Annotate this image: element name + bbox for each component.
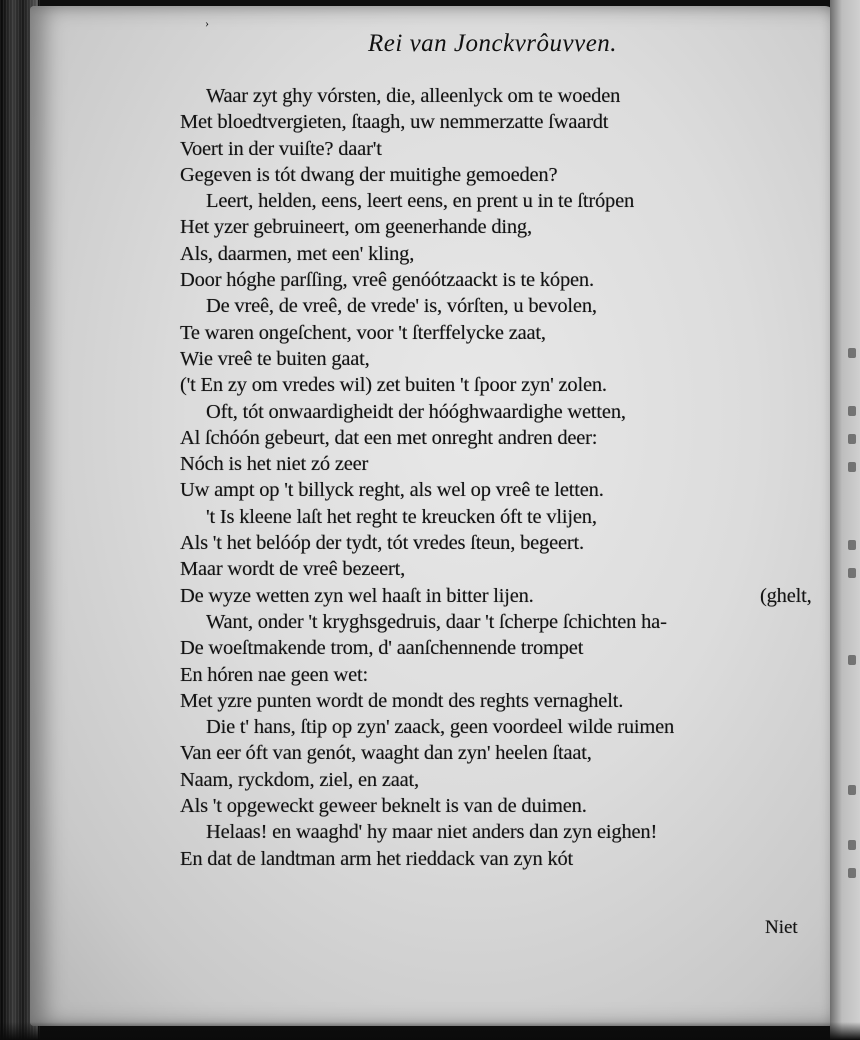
poem-line [180,214,820,240]
poem-line-text: Met yzre punten wordt de mondt des reghts vernaghelt. [180,689,624,712]
poem-line-text: Nóch is het niet zó zeer [180,453,369,476]
poem-line [180,714,820,740]
poem-line [180,477,820,503]
poem-line-text: Maar wordt de vreê bezeert, [180,558,406,581]
poem-line [180,241,820,267]
poem-line [180,556,820,582]
poem-line [180,662,820,688]
poem-line [180,583,820,609]
poem-line-text: Met bloedtvergieten, ſtaagh, uw nemmerzatte ſwaardt [180,111,609,134]
poem-line-text: Door hóghe parſſing, vreê genóótzaackt is te kópen. [180,269,594,292]
poem-line [180,372,820,398]
catchword: Niet [765,917,798,938]
poem-line [180,740,820,766]
adjacent-page-edge [830,0,860,1040]
poem-line-text: Helaas! en waaghd' hy maar niet anders dan zyn eighen! [206,821,658,844]
poem-line-text: Leert, helden, eens, leert eens, en prent u in te ſtrópen [206,190,635,213]
poem-line-text: Het yzer gebruineert, om geenerhande ding, [180,216,532,239]
poem-line [180,530,820,556]
poem-line-text: En hóren nae geen wet: [180,663,368,686]
poem-line [180,136,820,162]
poem-line-text: Van eer óft van genót, waaght dan zyn' heelen ſtaat, [180,742,592,765]
poem-line-text: Voert in der vuiſte? daar't [180,137,382,160]
poem-line-text: Want, onder 't kryghsgedruis, daar 't ſcherpe ſchichten ha- [206,610,667,633]
poem-line [180,320,820,346]
poem-line-text: Te waren ongeſchent, voor 't ſterffelycke zaat, [180,321,546,344]
poem-line [180,504,820,530]
turnover-fragment: (ghelt, [760,584,812,607]
poem-line-text: Die t' hans, ſtip op zyn' zaack, geen voordeel wilde ruimen [206,716,675,739]
poem-line-text: Oft, tót onwaardigheidt der hóóghwaardighe wetten, [206,400,626,423]
poem-line [180,425,820,451]
adjacent-page-text-fragments [836,330,856,890]
poem-line-text: Wie vreê te buiten gaat, [180,347,370,370]
signature-mark: › [205,16,209,30]
poem-line-text: Al ſchóón gebeurt, dat een met onreght andren deer: [180,426,598,449]
poem-line [180,688,820,714]
poem-line-text: Als 't het belóóp der tydt, tót vredes ſteun, begeert. [180,532,584,555]
poem-line-text: Naam, ryckdom, ziel, en zaat, [180,768,419,791]
poem-line-text: Waar zyt ghy vórsten, die, alleenlyck om te woeden [206,85,621,107]
poem-line-text: Gegeven is tót dwang der muitighe gemoeden? [180,163,558,186]
poem-line-text: De woeſtmakende trom, d' aanſchennende trompet [180,637,584,660]
poem-line-text: Als 't opgeweckt geweer beknelt is van de duimen. [180,795,587,818]
poem-line [180,162,820,188]
poem-line [180,819,820,845]
poem-line-text: En dat de landtman arm het rieddack van zyn kót [180,847,574,870]
running-head: Rei van Jonckvrôuvven. [368,30,618,57]
poem-line-text: ('t En zy om vredes wil) zet buiten 't ſpoor zyn' zolen. [180,374,607,397]
poem-line [180,293,820,319]
poem-line-text: Als, daarmen, met een' kling, [180,242,415,265]
poem-line [180,767,820,793]
poem-line [180,793,820,819]
bottom-shadow [0,1022,860,1040]
poem-line [180,188,820,214]
poem-line [180,346,820,372]
poem-line [180,635,820,661]
poem-line [180,609,820,635]
poem-line-text: De vreê, de vreê, de vrede' is, vórſten, u bevolen, [206,295,597,318]
poem-line [180,83,820,109]
poem-line [180,846,820,872]
poem-line-text: 't Is kleene laſt het reght te kreucken óft te vlijen, [206,505,597,528]
poem-line [180,399,820,425]
poem-line [180,267,820,293]
poem-text-block [180,83,820,872]
poem-line [180,109,820,135]
poem-line-text: Uw ampt op 't billyck reght, als wel op vreê te letten. [180,479,604,502]
poem-line [180,451,820,477]
poem-line-text: De wyze wetten zyn wel haaſt in bitter lijen. [180,584,534,607]
